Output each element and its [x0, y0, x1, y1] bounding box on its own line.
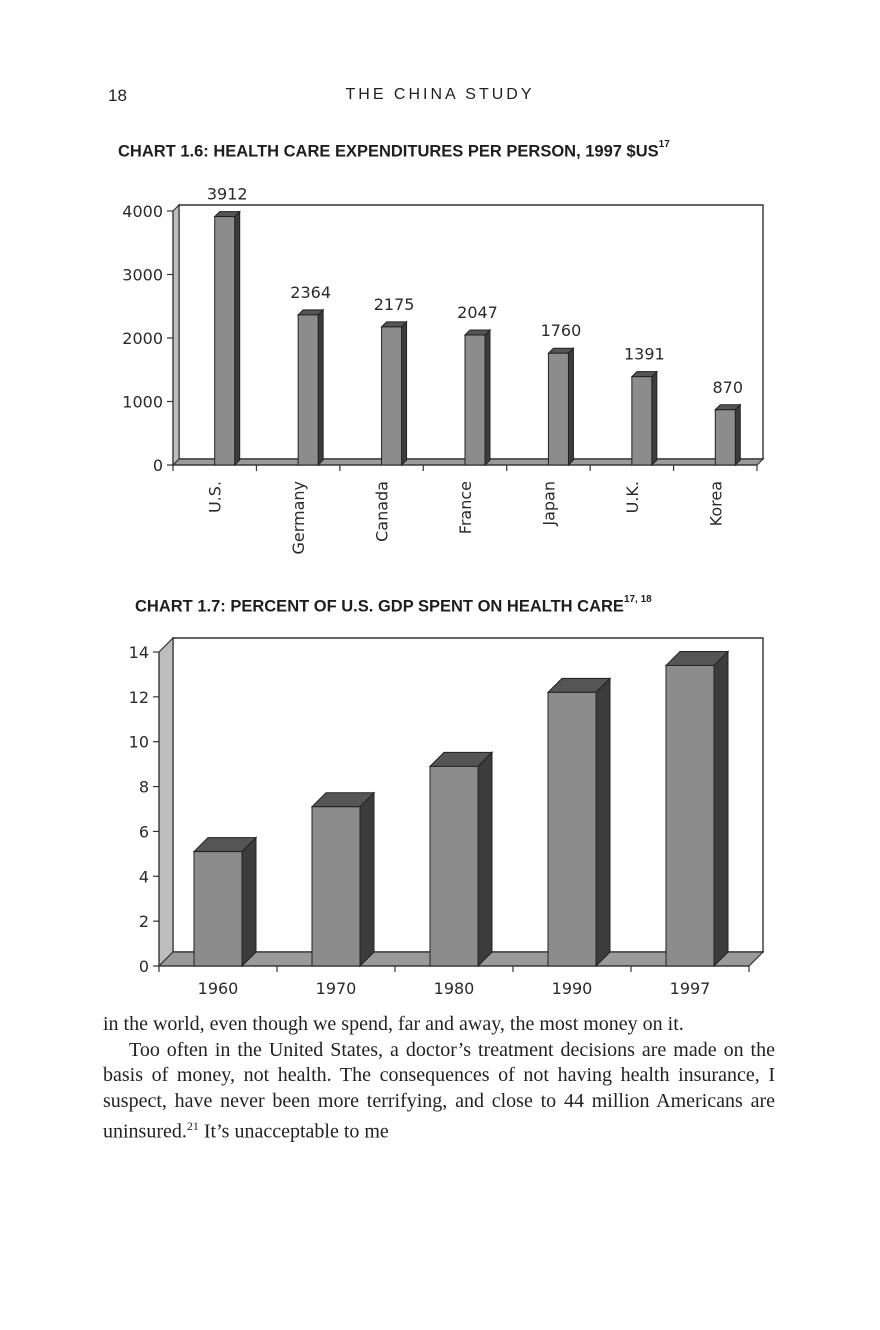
chart2-bar-side: [478, 752, 492, 966]
chart2-category-label: 1960: [197, 979, 239, 998]
chart2-bar-side: [596, 678, 610, 966]
chart1-data-label: 1760: [540, 321, 582, 341]
chart1-data-label: 3912: [206, 184, 248, 204]
chart2-y-tick-label: 2: [138, 912, 149, 932]
body-paragraph-2: [103, 1038, 775, 1146]
chart2-y-tick-label: 12: [128, 687, 149, 707]
chart2-category-label: 1990: [551, 979, 593, 998]
chart2-bar-side: [242, 838, 256, 966]
running-head: THE CHINA STUDY: [345, 86, 535, 103]
chart2-bar: [666, 665, 714, 966]
chart2-bar-side: [360, 793, 374, 966]
chart1-category-label: Germany: [289, 481, 309, 555]
page-number: 18: [108, 86, 127, 105]
chart2-y-tick-label: 0: [138, 957, 149, 976]
body-paragraph-2-text: Too often in the United States, a doctor’s treatment decisions are made on the basis of money, not health. The consequences of not having health insurance, I suspect, have never been more terrifying, and close to 44 million Americans are uninsured.: [103, 1038, 775, 1143]
chart2-title-note: 17, 18: [623, 594, 652, 605]
chart2-bar: [548, 692, 596, 966]
chart1-category-label: U.K.: [622, 481, 642, 514]
chart1-data-label: 2175: [373, 294, 415, 314]
chart1-category-label: Japan: [539, 481, 559, 526]
chart1-category-label: Canada: [372, 481, 392, 542]
chart1-category-label: U.S.: [205, 481, 225, 514]
chart2-category-label: 1980: [433, 979, 475, 998]
chart1-data-label: 2364: [290, 282, 332, 302]
chart2-category-label: 1970: [315, 979, 357, 998]
footnote-ref-21: 21: [186, 1119, 199, 1133]
chart2-bar: [312, 807, 360, 966]
chart1-title-text: CHART 1.6: HEALTH CARE EXPENDITURES PER PERSON, 1997 $US: [118, 142, 659, 161]
chart1-y-tick-label: 4000: [122, 202, 163, 221]
chart2-bar-side: [714, 651, 728, 966]
chart2-category-label: 1997: [669, 979, 711, 998]
chart2-y-tick-label: 8: [138, 777, 149, 797]
chart1-data-label: 2047: [457, 303, 498, 323]
body-paragraph-2-tail: It’s unacceptable to me: [198, 1120, 389, 1143]
chart2-y-tick-label: 10: [128, 732, 149, 752]
chart1-y-tick-label: 2000: [122, 329, 163, 348]
chart2-side-wall: [159, 638, 173, 966]
body-text: [103, 1012, 775, 1145]
chart2-bar: [430, 766, 478, 966]
chart2-title-text: CHART 1.7: PERCENT OF U.S. GDP SPENT ON HEALTH CARE: [135, 597, 624, 616]
chart2-y-tick-label: 6: [138, 822, 149, 842]
chart1-data-label: 1391: [623, 344, 665, 364]
chart2-y-tick-label: 14: [128, 643, 149, 662]
chart1-category-label: France: [456, 481, 475, 535]
chart1-data-label: 870: [712, 377, 744, 397]
chart2-y-tick-label: 4: [138, 867, 149, 887]
chart1-y-tick-label: 3000: [122, 265, 163, 285]
body-paragraph-1: in the world, even though we spend, far and away, the most money on it.: [103, 1013, 684, 1035]
chart1-y-tick-label: 0: [152, 456, 163, 475]
chart1-title-note: 17: [658, 139, 670, 150]
chart1-y-tick-label: 1000: [122, 392, 163, 412]
chart2-bar: [194, 852, 242, 966]
chart1-category-label: Korea: [706, 481, 726, 527]
